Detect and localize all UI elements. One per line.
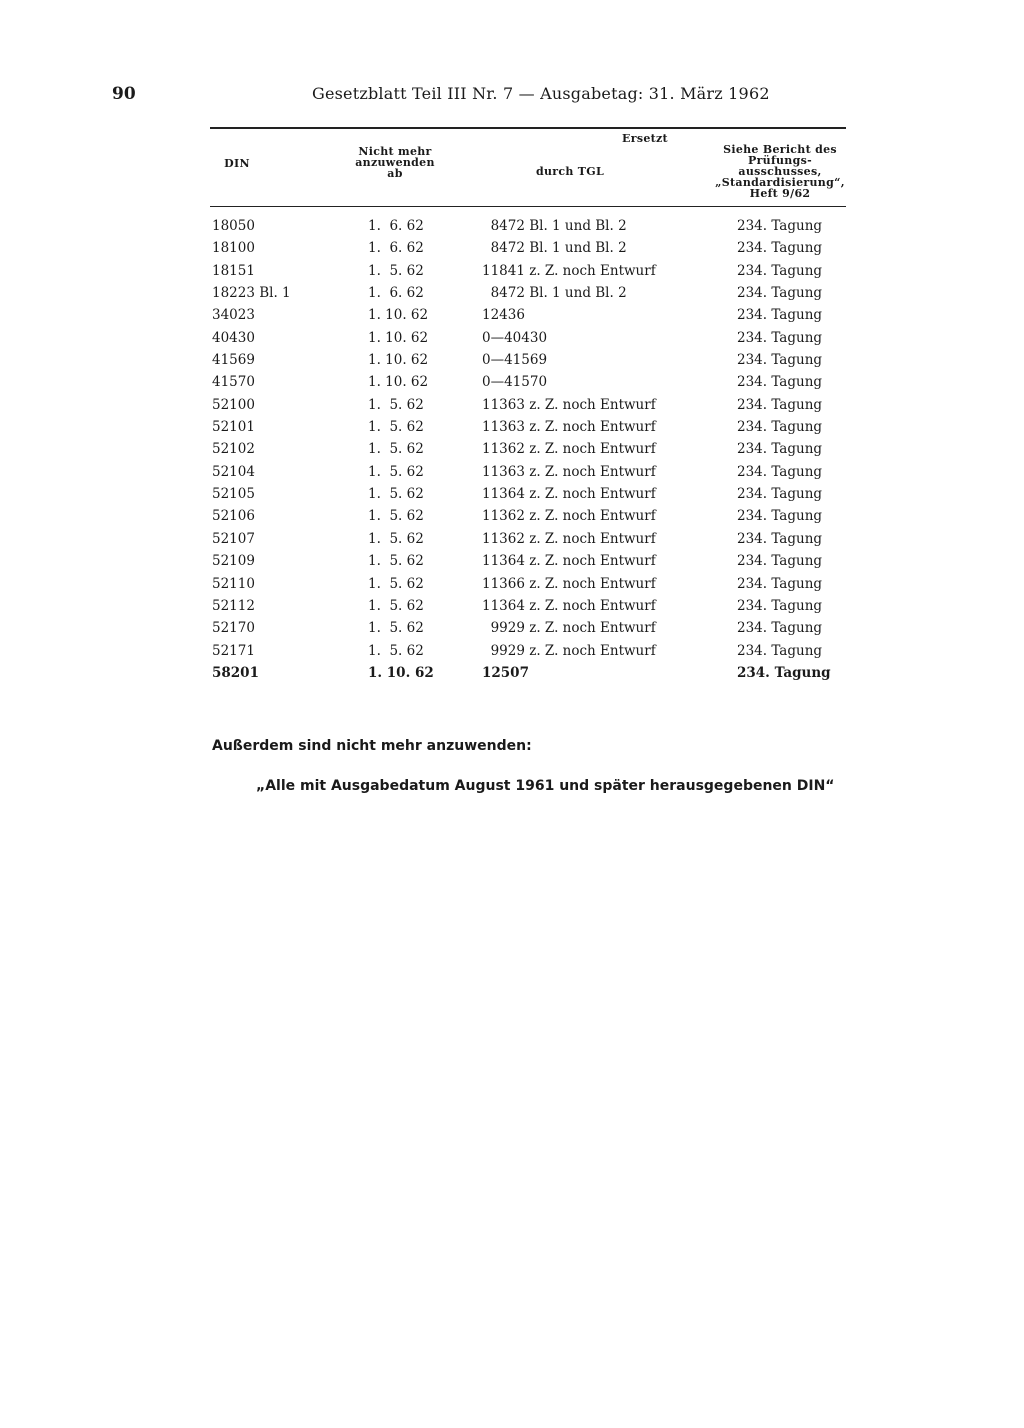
cell-tgl: 9929 z. Z. noch Entwurf bbox=[482, 620, 656, 637]
table-row bbox=[0, 460, 1024, 482]
cell-din: 52101 bbox=[212, 419, 255, 436]
cell-tagung: 234. Tagung bbox=[737, 374, 823, 391]
cell-tgl: 12507 bbox=[482, 664, 529, 681]
cell-date: 1. 5. 62 bbox=[368, 575, 424, 592]
table-row bbox=[0, 415, 1024, 437]
table-row bbox=[0, 572, 1024, 594]
cell-date: 1. 6. 62 bbox=[368, 240, 424, 257]
cell-tgl: 11364 z. Z. noch Entwurf bbox=[482, 597, 656, 614]
header-line: Siehe Bericht des bbox=[723, 143, 837, 156]
cell-din: 52109 bbox=[212, 553, 255, 570]
cell-tgl: 12436 bbox=[482, 307, 525, 324]
running-head: Gesetzblatt Teil III Nr. 7 — Ausgabetag: 31. März 1962 bbox=[312, 84, 770, 103]
cell-tagung: 234. Tagung bbox=[737, 575, 823, 592]
cell-din: 18223 Bl. 1 bbox=[212, 285, 291, 302]
cell-tgl: 11364 z. Z. noch Entwurf bbox=[482, 553, 656, 570]
cell-din: 52106 bbox=[212, 508, 255, 525]
cell-din: 18050 bbox=[212, 218, 255, 234]
table-row bbox=[0, 639, 1024, 661]
cell-din: 52105 bbox=[212, 486, 255, 503]
column-header-nicht-mehr bbox=[340, 146, 450, 179]
cell-tgl: 8472 Bl. 1 und Bl. 2 bbox=[482, 240, 627, 257]
cell-tagung: 234. Tagung bbox=[737, 620, 823, 637]
cell-tgl: 11363 z. Z. noch Entwurf bbox=[482, 419, 656, 436]
table-row bbox=[0, 214, 1024, 236]
table-row bbox=[0, 370, 1024, 392]
cell-tagung: 234. Tagung bbox=[737, 553, 823, 570]
cell-din: 52102 bbox=[212, 441, 255, 458]
cell-din: 52107 bbox=[212, 530, 255, 547]
table-row bbox=[0, 661, 1024, 683]
cell-date: 1. 5. 62 bbox=[368, 441, 424, 458]
cell-date: 1. 5. 62 bbox=[368, 642, 424, 659]
table-row bbox=[0, 393, 1024, 415]
cell-tagung: 234. Tagung bbox=[737, 530, 823, 547]
cell-tagung: 234. Tagung bbox=[737, 329, 823, 346]
cell-date: 1. 5. 62 bbox=[368, 508, 424, 525]
cell-din: 41569 bbox=[212, 352, 255, 369]
header-line: Nicht mehr bbox=[358, 145, 432, 158]
cell-din: 52170 bbox=[212, 620, 255, 637]
table-row bbox=[0, 437, 1024, 459]
column-header-din: DIN bbox=[224, 157, 250, 170]
cell-tagung: 234. Tagung bbox=[737, 642, 823, 659]
cell-tagung: 234. Tagung bbox=[737, 486, 823, 503]
cell-date: 1. 5. 62 bbox=[368, 597, 424, 614]
table-row bbox=[0, 303, 1024, 325]
cell-tagung: 234. Tagung bbox=[737, 307, 823, 324]
cell-tagung: 234. Tagung bbox=[737, 218, 823, 234]
cell-tagung: 234. Tagung bbox=[737, 508, 823, 525]
cell-date: 1. 10. 62 bbox=[368, 664, 434, 681]
cell-date: 1. 5. 62 bbox=[368, 419, 424, 436]
table-row bbox=[0, 549, 1024, 571]
cell-tagung: 234. Tagung bbox=[737, 262, 823, 279]
cell-date: 1. 5. 62 bbox=[368, 530, 424, 547]
quote-text: „Alle mit Ausgabedatum August 1961 und später herausgegebenen DIN“ bbox=[256, 778, 835, 794]
cell-tagung: 234. Tagung bbox=[737, 597, 823, 614]
cell-tagung: 234. Tagung bbox=[737, 240, 823, 257]
cell-date: 1. 10. 62 bbox=[368, 374, 429, 391]
cell-date: 1. 5. 62 bbox=[368, 486, 424, 503]
note-text: Außerdem sind nicht mehr anzuwenden: bbox=[212, 738, 532, 754]
cell-tgl: 11841 z. Z. noch Entwurf bbox=[482, 262, 656, 279]
table-row bbox=[0, 594, 1024, 616]
cell-tgl: 11362 z. Z. noch Entwurf bbox=[482, 530, 656, 547]
header-line: anzuwenden bbox=[355, 156, 435, 169]
header-line: „Standardisierung“, bbox=[715, 176, 845, 189]
data-table bbox=[0, 214, 1024, 683]
table-row bbox=[0, 281, 1024, 303]
cell-tagung: 234. Tagung bbox=[737, 352, 823, 369]
cell-din: 52100 bbox=[212, 396, 255, 413]
cell-tagung: 234. Tagung bbox=[737, 441, 823, 458]
cell-tgl: 0—41569 bbox=[482, 352, 548, 369]
cell-din: 34023 bbox=[212, 307, 255, 324]
cell-din: 18100 bbox=[212, 240, 255, 257]
column-header-durch-tgl: durch TGL bbox=[535, 165, 605, 178]
table-row bbox=[0, 527, 1024, 549]
page-number: 90 bbox=[112, 84, 136, 104]
cell-tgl: 11362 z. Z. noch Entwurf bbox=[482, 441, 656, 458]
cell-date: 1. 6. 62 bbox=[368, 218, 424, 234]
cell-date: 1. 5. 62 bbox=[368, 463, 424, 480]
cell-date: 1. 5. 62 bbox=[368, 620, 424, 637]
cell-tgl: 11363 z. Z. noch Entwurf bbox=[482, 396, 656, 413]
header-line: Prüfungs- bbox=[748, 154, 812, 167]
header-line: Heft 9/62 bbox=[749, 187, 811, 200]
cell-date: 1. 6. 62 bbox=[368, 285, 424, 302]
cell-date: 1. 5. 62 bbox=[368, 396, 424, 413]
table-row bbox=[0, 348, 1024, 370]
cell-tgl: 8472 Bl. 1 und Bl. 2 bbox=[482, 218, 627, 234]
cell-tagung: 234. Tagung bbox=[737, 419, 823, 436]
cell-din: 18151 bbox=[212, 262, 255, 279]
table-row bbox=[0, 236, 1024, 258]
cell-date: 1. 10. 62 bbox=[368, 329, 429, 346]
header-line: ausschusses, bbox=[738, 165, 822, 178]
cell-date: 1. 10. 62 bbox=[368, 352, 429, 369]
cell-tgl: 0—41570 bbox=[482, 374, 548, 391]
header-line: ab bbox=[387, 167, 403, 180]
cell-din: 52110 bbox=[212, 575, 255, 592]
cell-tgl: 8472 Bl. 1 und Bl. 2 bbox=[482, 285, 627, 302]
cell-tgl: 11364 z. Z. noch Entwurf bbox=[482, 486, 656, 503]
cell-din: 52112 bbox=[212, 597, 255, 614]
cell-date: 1. 5. 62 bbox=[368, 553, 424, 570]
cell-din: 41570 bbox=[212, 374, 255, 391]
cell-din: 52104 bbox=[212, 463, 255, 480]
cell-tgl: 11362 z. Z. noch Entwurf bbox=[482, 508, 656, 525]
column-header-bericht bbox=[705, 144, 855, 199]
cell-date: 1. 10. 62 bbox=[368, 307, 429, 324]
cell-tgl: 0—40430 bbox=[482, 329, 548, 346]
cell-tgl: 11363 z. Z. noch Entwurf bbox=[482, 463, 656, 480]
cell-tgl: 9929 z. Z. noch Entwurf bbox=[482, 642, 656, 659]
cell-tagung: 234. Tagung bbox=[737, 396, 823, 413]
column-header-ersetzt: Ersetzt bbox=[622, 132, 668, 145]
cell-din: 52171 bbox=[212, 642, 255, 659]
table-row bbox=[0, 504, 1024, 526]
top-rule bbox=[210, 127, 846, 129]
cell-tgl: 11366 z. Z. noch Entwurf bbox=[482, 575, 656, 592]
cell-tagung: 234. Tagung bbox=[737, 285, 823, 302]
table-row bbox=[0, 259, 1024, 281]
table-row bbox=[0, 482, 1024, 504]
table-row bbox=[0, 616, 1024, 638]
table-row bbox=[0, 326, 1024, 348]
cell-din: 40430 bbox=[212, 329, 255, 346]
cell-tagung: 234. Tagung bbox=[737, 463, 823, 480]
header-rule bbox=[210, 206, 846, 207]
cell-tagung: 234. Tagung bbox=[737, 664, 831, 681]
cell-date: 1. 5. 62 bbox=[368, 262, 424, 279]
cell-din: 58201 bbox=[212, 664, 259, 681]
